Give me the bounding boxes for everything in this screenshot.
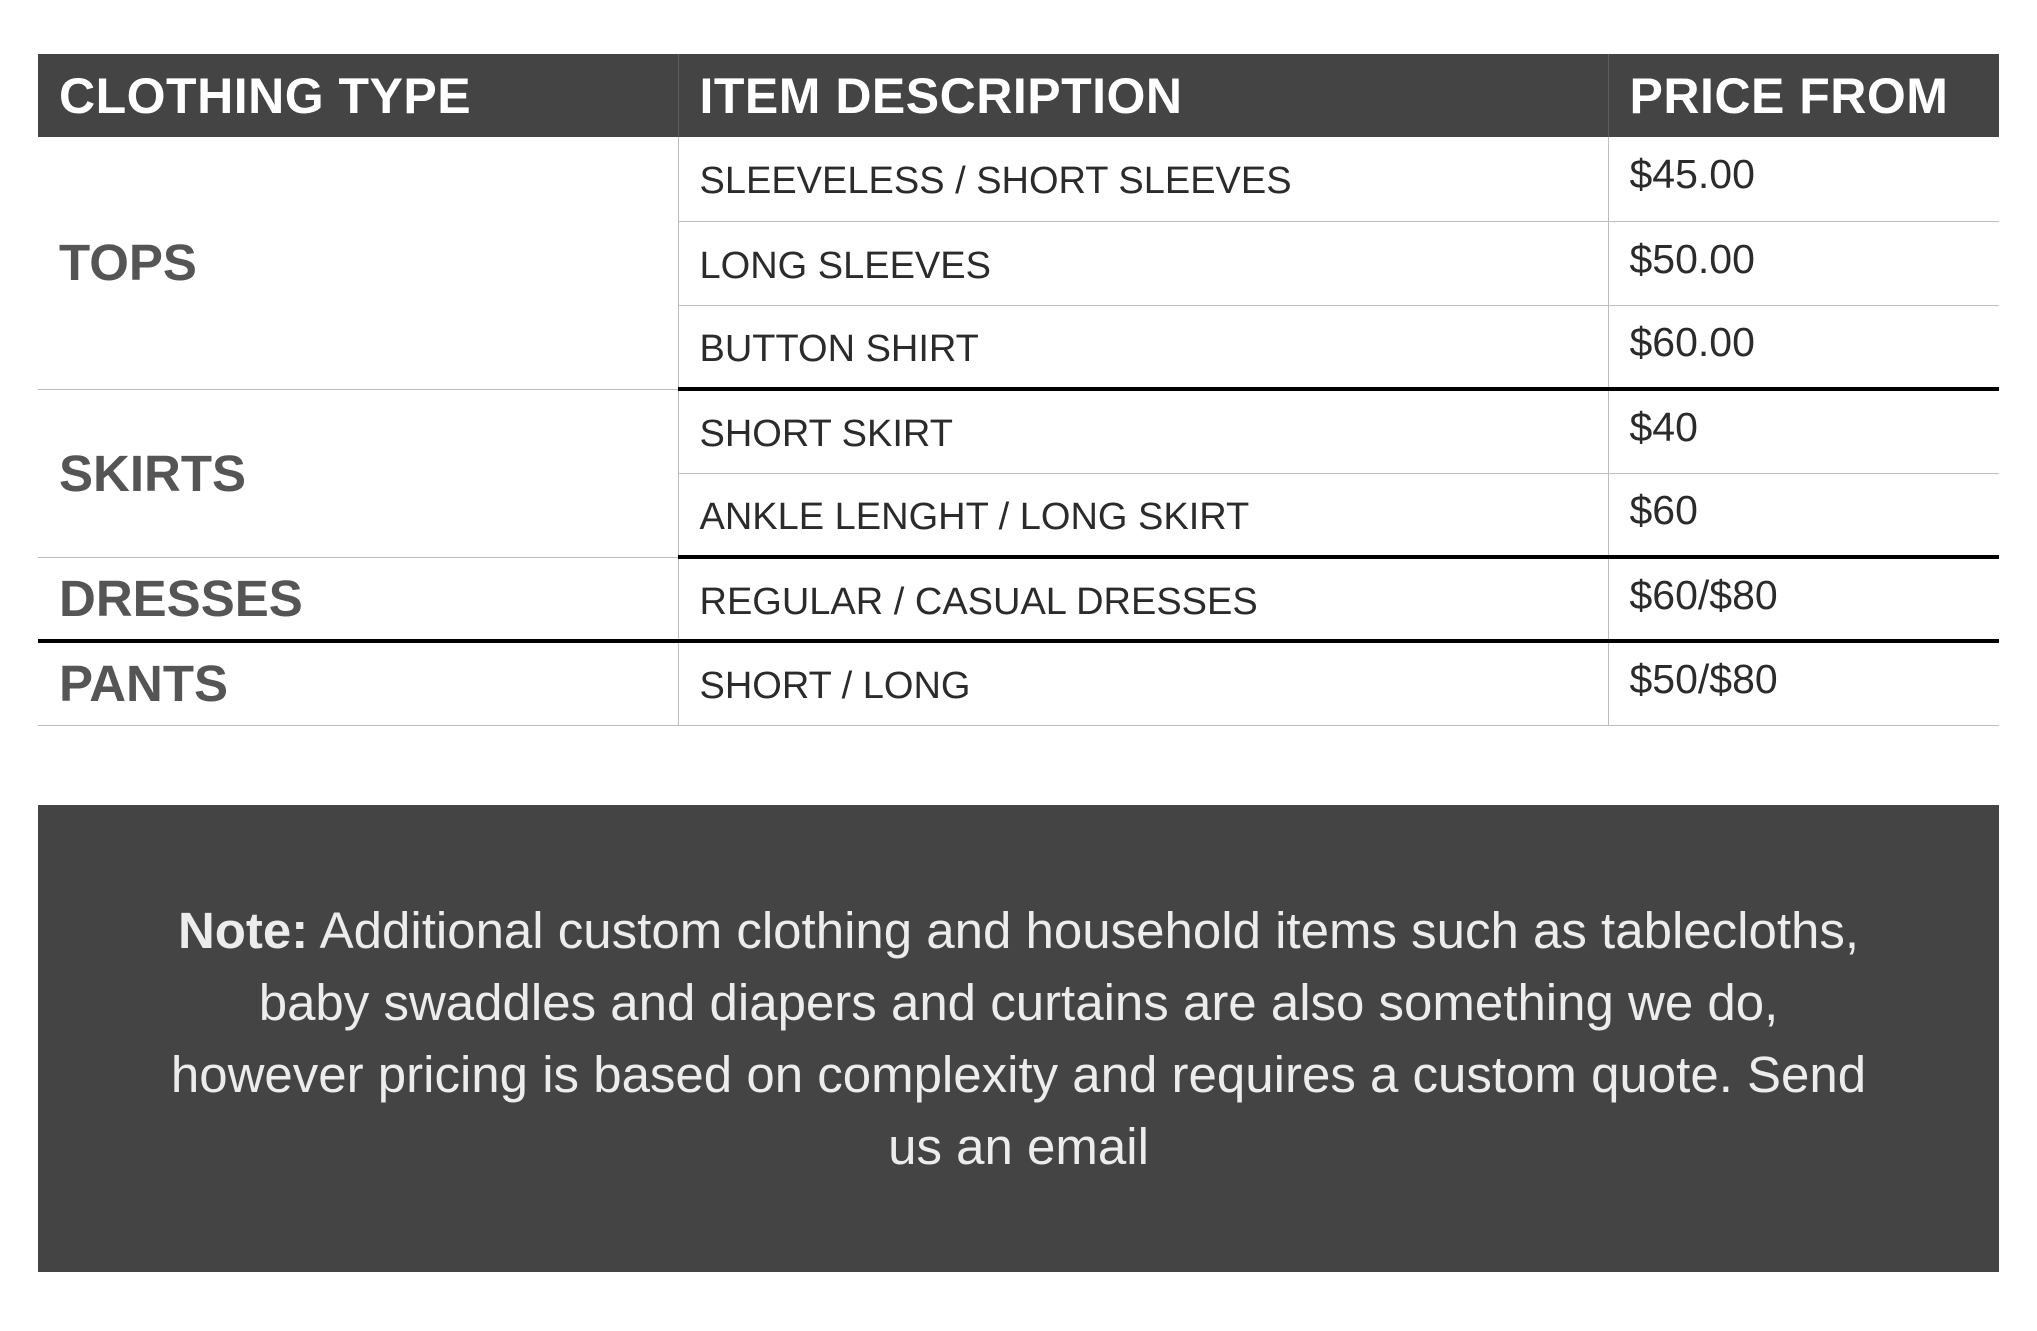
item-price: $60/$80 [1608, 557, 1999, 641]
item-description: BUTTON SHIRT [678, 305, 1608, 389]
item-price: $60 [1608, 473, 1999, 557]
table-row [38, 137, 1999, 221]
note-body: Additional custom clothing and household items such as tablecloths, baby swaddles and diapers and curtains are also something we do, however pricing is based on complexity and requires a custom quote. Send us an email [170, 901, 1867, 1175]
item-description: SHORT / LONG [678, 641, 1608, 725]
item-description: SLEEVELESS / SHORT SLEEVES [678, 137, 1608, 221]
item-price: $50.00 [1608, 221, 1999, 305]
clothing-type-dresses: DRESSES [38, 557, 678, 641]
table-header [38, 54, 1999, 137]
table-row [38, 557, 1999, 641]
clothing-type-pants: PANTS [38, 641, 678, 725]
item-description: REGULAR / CASUAL DRESSES [678, 557, 1608, 641]
clothing-type-tops: TOPS [38, 137, 678, 389]
note-box [38, 805, 1999, 1272]
header-row [38, 54, 1999, 137]
item-description: SHORT SKIRT [678, 389, 1608, 473]
item-price: $40 [1608, 389, 1999, 473]
price-table [38, 54, 1999, 726]
item-price: $50/$80 [1608, 641, 1999, 725]
table-row [38, 389, 1999, 473]
table-body [38, 137, 1999, 725]
header-clothing-type: CLOTHING TYPE [38, 54, 678, 137]
item-description: ANKLE LENGHT / LONG SKIRT [678, 473, 1608, 557]
table-row [38, 641, 1999, 725]
note-label: Note: [177, 901, 309, 959]
note-text [168, 895, 1869, 1183]
item-description: LONG SLEEVES [678, 221, 1608, 305]
item-price: $45.00 [1608, 137, 1999, 221]
clothing-type-skirts: SKIRTS [38, 389, 678, 557]
item-price: $60.00 [1608, 305, 1999, 389]
header-price-from: PRICE FROM [1608, 54, 1999, 137]
header-item-description: ITEM DESCRIPTION [678, 54, 1608, 137]
